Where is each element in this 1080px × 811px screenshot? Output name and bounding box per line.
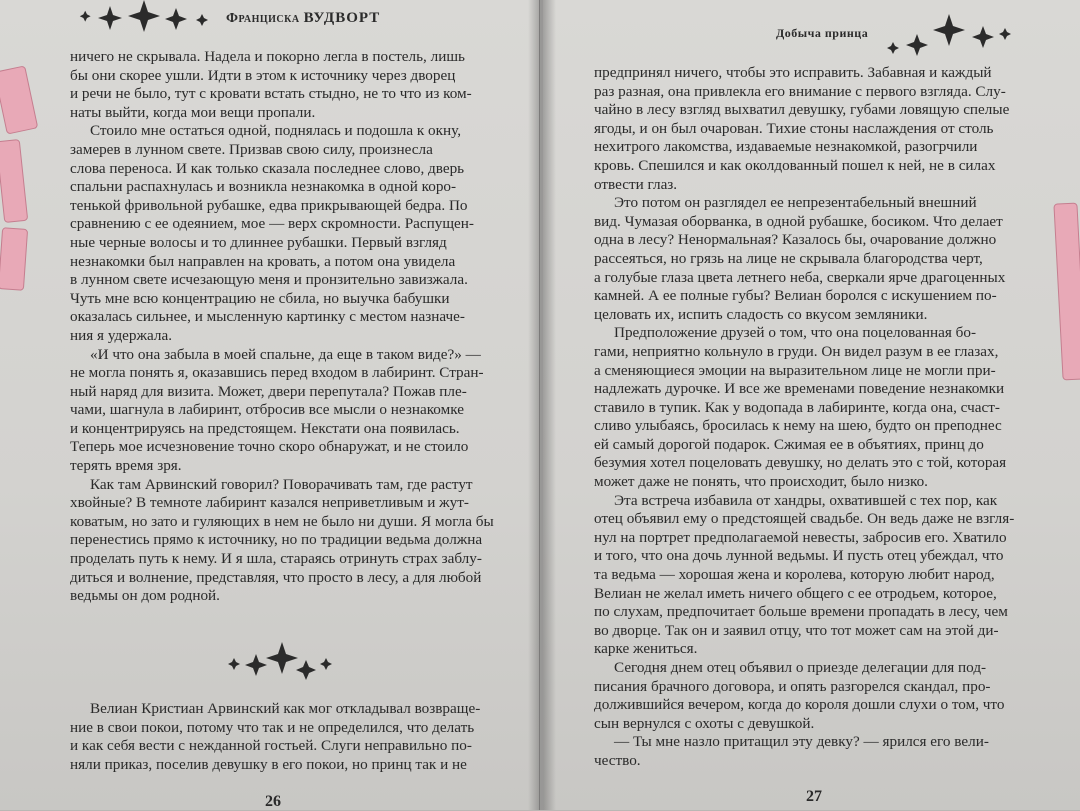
text-line: тенькой фривольной рубашке, едва прикрывающей бедра. По: [70, 196, 468, 214]
text-line: Это потом он разглядел ее непрезентабельный внешний: [614, 194, 977, 212]
left-page-header: [226, 10, 380, 27]
text-line: нул на портрет предполагаемой невесты, забросив его. Хватило: [594, 528, 1007, 546]
author-last-name: ВУДВОРТ: [303, 10, 381, 26]
text-line: камней. А ее полные губы? Велиан боролся с искушением по-: [594, 287, 997, 305]
text-line: ставило в тупик. Как у водопада в лабиринте, когда она, счаст-: [594, 398, 1000, 416]
text-line: одна в лесу? Ненормальная? Казалось бы, очарование должно: [594, 231, 997, 249]
text-line: наты выйти, когда мои вещи пропали.: [70, 103, 316, 121]
text-line: Эта встреча избавила от хандры, охватившей с тех пор, как: [614, 491, 998, 509]
right-page-body: [594, 64, 1028, 771]
text-line: должившийся вечером, когда до короля дошли слухи о том, что: [594, 696, 1005, 714]
text-line: предпринял ничего, чтобы это исправить. Забавная и каждый: [594, 64, 992, 81]
text-line: не могла понять я, оказавшись перед входом в лабиринт. Стран-: [70, 364, 484, 382]
text-line: Велиан Кристиан Арвинский как мог откладывал возвраще-: [90, 700, 481, 717]
text-line: и как себя вести с нежданной гостьей. Слуги неправильно по-: [70, 737, 472, 755]
text-line: ния я удержала.: [70, 326, 173, 344]
text-line: слова переноса. И как только сказала последнее слово, дверь: [70, 159, 465, 177]
text-line: ничего не скрывала. Надела и покорно легла в постель, лишь: [70, 48, 465, 65]
text-line: чайно в лесу взгляд выхватил девушку, губами ловящую спелые: [594, 101, 1010, 119]
book-gutter: [528, 0, 556, 810]
text-line: спальни распахнулась и возникла незнакомка в одной коро-: [70, 178, 457, 196]
left-page-number: 26: [265, 793, 281, 810]
text-line: Чуть мне всю концентрацию не сбила, но выучка бабушки: [70, 289, 450, 307]
text-line: сын вернулся с охоты с девушкой.: [594, 714, 815, 732]
text-line: писания брачного договора, и опять разгорелся скандал, про-: [594, 677, 991, 695]
text-line: «И что она забыла в моей спальне, да еще в таком виде?» —: [90, 345, 481, 363]
text-line: сливо улыбаясь, бросилась к нему на шею, будто он преподнес: [594, 417, 1002, 435]
text-line: чество.: [594, 751, 641, 769]
text-line: перенестись прямо к источнику, но по традиции ведьма должна: [70, 531, 483, 549]
text-line: Стоило мне остаться одной, поднялась и подошла к окну,: [90, 122, 462, 140]
text-line: во дворце. Так он и заявил отцу, что тот может сам на этой ди-: [594, 621, 999, 639]
text-line: ведьмы он дом родной.: [70, 587, 220, 605]
text-line: по слухам, предпочитает больше времени пропадать в лесу, чем: [594, 603, 1008, 621]
text-line: Предположение друзей о том, что она поцелованная бо-: [614, 324, 977, 342]
left-page-body: [70, 48, 508, 606]
text-line: может даже не понять, что происходит, было низко.: [594, 473, 928, 491]
text-line: ей самый дорогой подарок. Сжимая ее в объятиях, принц до: [594, 435, 984, 453]
right-page-number: 27: [806, 788, 822, 805]
text-line: чами, шагнула в лабиринт, отбросив все мысли о незнакомке: [70, 401, 464, 419]
text-line: ные черные волосы и то длиннее рубашки. Первый взгляд: [70, 233, 447, 251]
text-line: диться и волнение, представляя, что просто в лесу, а для любой: [70, 568, 482, 586]
header-star-ornament-icon: [78, 0, 210, 36]
text-line: отвести глаз.: [594, 175, 678, 193]
text-line: нехитрого лакомства, издаваемые незнакомкой, разогрчили: [594, 138, 978, 156]
text-line: и концентрируясь на предстоящем. Некстати она появилась.: [70, 419, 460, 437]
left-page: [0, 0, 540, 810]
text-line: замерев в лунном свете. Призвав свою силу, произнесла: [70, 140, 433, 158]
text-line: оказалась сильнее, и мысленную картинку с местом назначе-: [70, 308, 465, 326]
text-line: та ведьма — хорошая жена и королева, которую любит народ,: [594, 566, 995, 584]
bookmark-tab-left-bottom: [0, 227, 28, 291]
right-page: [543, 0, 1080, 810]
left-page-body-continued: [70, 700, 508, 774]
text-line: и речи не было, тут с кровати встать стыдно, не то что из ком-: [70, 85, 472, 103]
header-star-ornament-icon: [883, 12, 1013, 60]
right-page-header: Добыча принца: [776, 26, 869, 40]
text-line: в лунном свете исчезающую меня и пронзительно завизжала.: [70, 271, 468, 289]
text-line: Теперь мое исчезновение точно скоро обнаружат, и не стоило: [70, 438, 469, 456]
text-line: бы они скорее ушли. Идти в этом к источнику через дворец: [70, 66, 456, 84]
text-line: и того, что она дочь лунной ведьмы. И пусть отец убеждал, что: [594, 547, 1004, 565]
section-break-star-ornament-icon: [226, 640, 336, 684]
text-line: хвойные? В темноте лабиринт казался неприветливым и жут-: [70, 494, 469, 512]
text-line: раз разная, она привлекла его внимание с первого взгляда. Слу-: [594, 82, 1006, 100]
text-line: Как там Арвинский говорил? Поворачивать там, где растут: [90, 475, 473, 493]
text-line: терять время зря.: [70, 457, 182, 475]
text-line: Велиан не желал иметь ничего общего с ее отродьем, которое,: [594, 584, 997, 602]
text-line: Сегодня днем отец объявил о приезде делегации для под-: [614, 659, 987, 676]
text-line: сравнению с ее одеянием, мое — верх скромности. Распущен-: [70, 215, 474, 233]
text-line: коватым, но зато и гуляющих в нем не было ни души. Я могла бы: [70, 512, 494, 530]
text-line: — Ты мне назло притащил эту девку? — ярился его вели-: [614, 733, 989, 751]
text-line: незнакомки был направлен на кровать, а потом она увидела: [70, 252, 456, 270]
text-line: рассеяться, но грязь на лице не скрывала благородства черт,: [594, 249, 983, 267]
text-line: кровь. Спешился и как околдованный пошел к ней, не в силах: [594, 156, 996, 174]
text-line: безумия хотел поцеловать девушку, но делать это с той, которая: [594, 454, 1007, 472]
text-line: а сменяющиеся эмоции на выразительном лице не могли при-: [594, 361, 996, 379]
text-line: ный наряд для визита. Может, двери перепутала? Пожав пле-: [70, 382, 467, 400]
text-line: отец объявил ему о предстоящей свадьбе. Он ведь даже не взгля-: [594, 510, 1015, 528]
text-line: ягоды, и он был очарован. Тихие стоны наслаждения от столь: [594, 119, 994, 137]
text-line: проделать путь к нему. И я шла, стараясь отринуть страх заблу-: [70, 550, 482, 568]
text-line: а голубые глаза цвета летнего неба, сверкали ярче драгоценных: [594, 268, 1006, 286]
text-line: надлежать дурочке. И все же временами поведение незнакомки: [594, 380, 1005, 398]
text-line: вид. Чумазая оборванка, в одной рубашке, босиком. Что делает: [594, 212, 1003, 230]
text-line: целовать их, испить сладость со вкусом земляники.: [594, 305, 928, 323]
text-line: няли приказ, поселив девушку в его покои, но принц так и не: [70, 755, 467, 773]
text-line: ние в свои покои, потому что так и не определился, что делать: [70, 718, 475, 736]
author-first-name: Франциска: [226, 11, 300, 26]
text-line: гами, неприятно кольнуло в груди. Он видел разум в ее глазах,: [594, 342, 999, 360]
text-line: карке жениться.: [594, 640, 698, 658]
